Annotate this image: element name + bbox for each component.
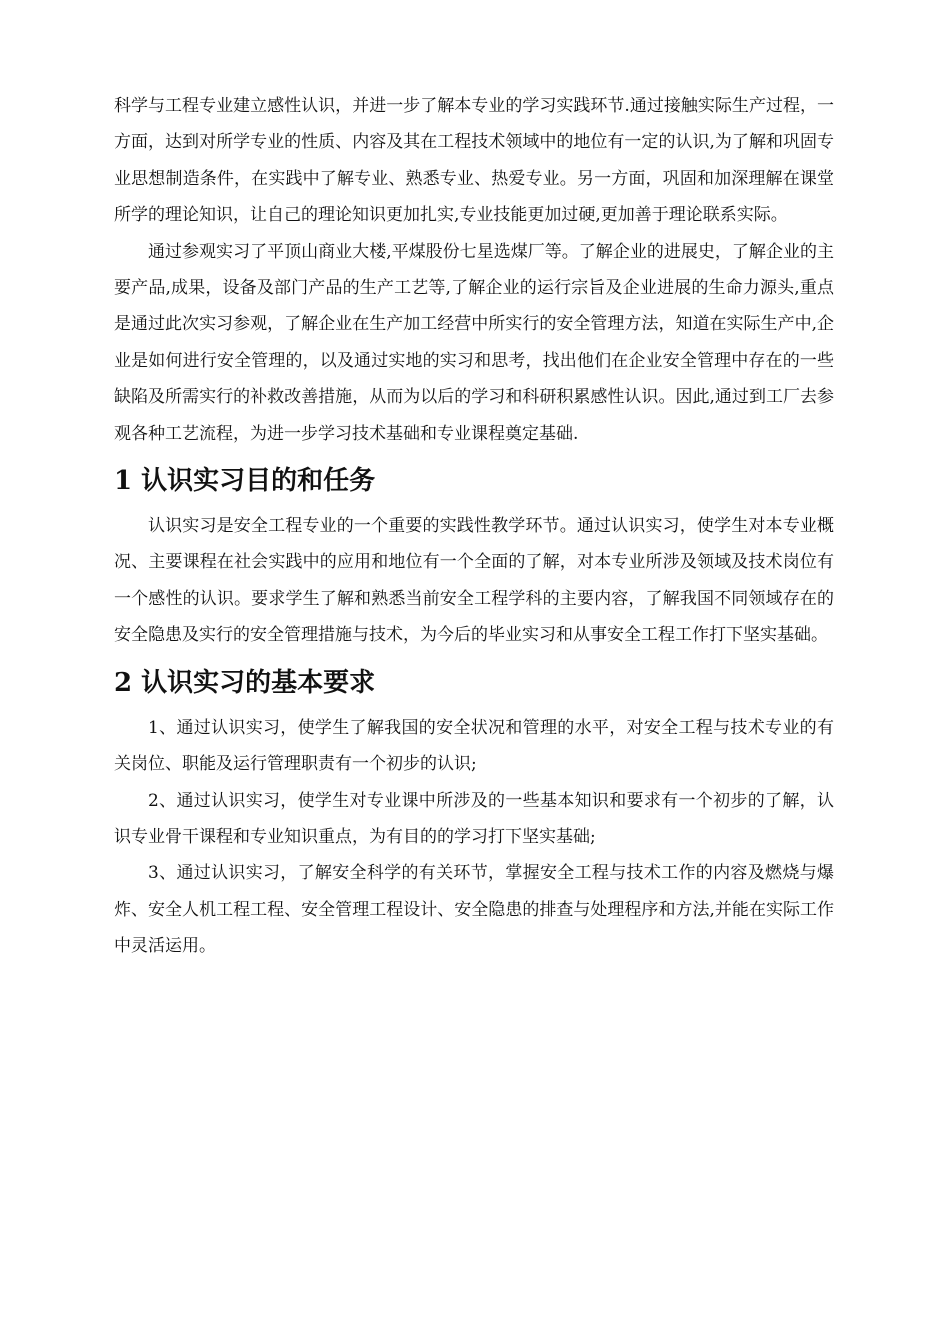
intro-paragraph-continued: 科学与工程专业建立感性认识，并进一步了解本专业的学习实践环节.通过接触实际生产过程，一方面，达到对所学专业的性质、内容及其在工程技术领域中的地位有一定的认识,为了解和巩固专业思想制造条件，在实践中了解专业、熟悉专业、热爱专业。另一方面，巩固和加深理解在课堂所学的理论知识，让自己的理论知识更加扎实,专业技能更加过硬,更加善于理论联系实际。 — [114, 96, 834, 226]
section-2-heading: 2 认识实习的基本要求 — [114, 667, 376, 698]
section-1-paragraph: 认识实习是安全工程专业的一个重要的实践性教学环节。通过认识实习，使学生对本专业概况、主要课程在社会实践中的应用和地位有一个全面的了解，对本专业所涉及领域及技术岗位有一个感性的认识。要求学生了解和熟悉当前安全工程学科的主要内容，了解我国不同领域存在的安全隐患及实行的安全管理措施与技术，为今后的毕业实习和从事安全工程工作打下坚实基础。 — [114, 516, 834, 646]
document-body — [114, 88, 834, 965]
section-1-heading: 1 认识实习目的和任务 — [114, 466, 376, 497]
requirement-item-2: 2、通过认识实习，使学生对专业课中所涉及的一些基本知识和要求有一个初步的了解，认识专业骨干课程和专业知识重点，为有目的的学习打下坚实基础; — [114, 790, 834, 847]
intro-paragraph-visit: 通过参观实习了平顶山商业大楼,平煤股份七星选煤厂等。了解企业的进展史，了解企业的主要产品,成果，设备及部门产品的生产工艺等,了解企业的运行宗旨及企业进展的生命力源头,重点是通过此次实习参观，了解企业在生产加工经营中所实行的安全管理方法，知道在实际生产中,企业是如何进行安全管理的，以及通过实地的实习和思考，找出他们在企业安全管理中存在的一些缺陷及所需实行的补救改善措施，从而为以后的学习和科研积累感性认识。因此,通过到工厂去参观各种工艺流程，为进一步学习技术基础和专业课程奠定基础. — [114, 241, 834, 444]
requirement-item-3: 3、通过认识实习，了解安全科学的有关环节，掌握安全工程与技术工作的内容及燃烧与爆炸、安全人机工程工程、安全管理工程设计、安全隐患的排查与处理程序和方法,并能在实际工作中灵活运用。 — [114, 863, 834, 957]
requirement-item-1: 1、通过认识实习，使学生了解我国的安全状况和管理的水平，对安全工程与技术专业的有关岗位、职能及运行管理职责有一个初步的认识; — [114, 717, 834, 775]
